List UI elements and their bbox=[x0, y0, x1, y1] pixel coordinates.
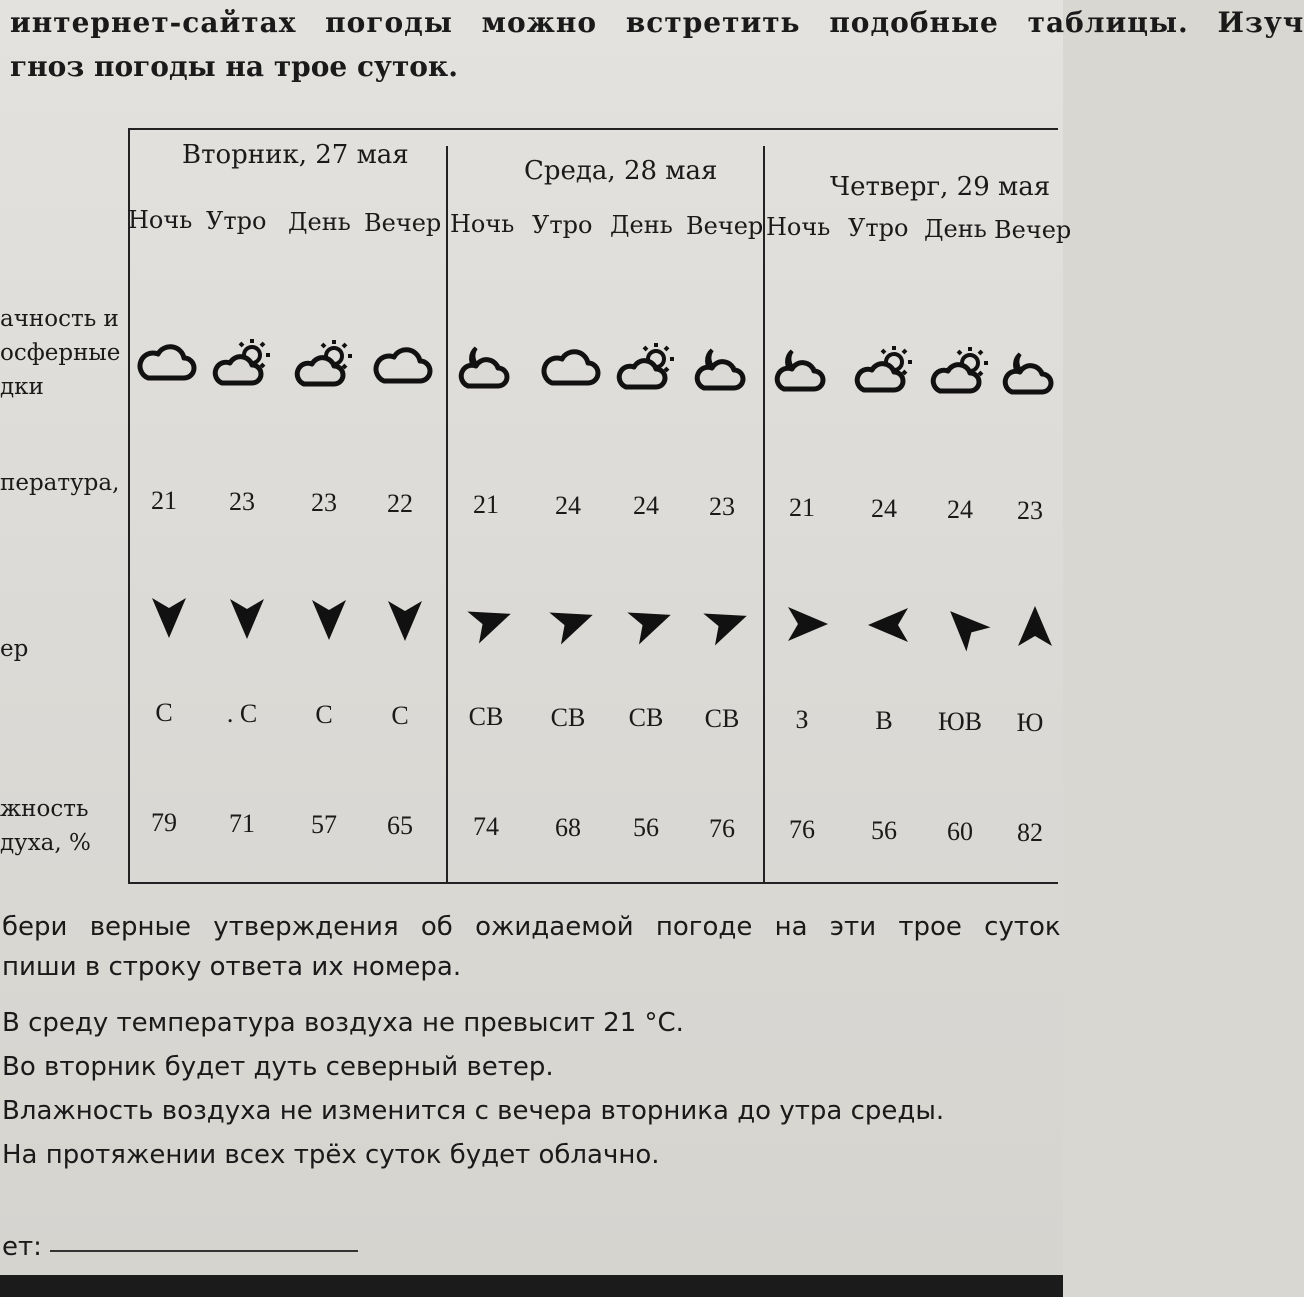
humidity-value: 68 bbox=[555, 812, 581, 842]
row-label-humidity-1: жность bbox=[0, 796, 89, 822]
humidity-value: 60 bbox=[947, 817, 973, 846]
row-label-wind: ер bbox=[0, 636, 29, 662]
period-label: День bbox=[924, 215, 987, 243]
partly-cloudy-moon-icon bbox=[456, 340, 520, 392]
partly-cloudy-sun-icon bbox=[930, 345, 994, 397]
period-label: Утро bbox=[206, 206, 267, 235]
partly-cloudy-moon-icon bbox=[692, 342, 756, 394]
temperature-value: 24 bbox=[871, 494, 897, 524]
temperature-value: 21 bbox=[151, 486, 177, 515]
temperature-value: 24 bbox=[555, 490, 581, 520]
day-title: Среда, 28 мая bbox=[524, 156, 718, 186]
statement-3: Влажность воздуха не изменится с вечера вторника до утра среды. bbox=[2, 1096, 945, 1126]
humidity-value: 71 bbox=[229, 808, 255, 838]
humidity-value: 76 bbox=[789, 815, 815, 845]
row-label-humidity-2: духа, % bbox=[0, 830, 91, 856]
row-label-cloud-3: дки bbox=[0, 374, 44, 400]
period-label: День bbox=[610, 211, 673, 240]
period-label: Вечер bbox=[364, 208, 442, 237]
statement-1: В среду температура воздуха не превысит 21 °С. bbox=[2, 1008, 684, 1038]
period-label: День bbox=[288, 207, 351, 236]
humidity-value: 56 bbox=[871, 816, 897, 846]
cloud-icon bbox=[538, 341, 602, 393]
screen-bezel bbox=[0, 1275, 1063, 1297]
intro-line-2: гноз погоды на трое суток. bbox=[10, 50, 458, 83]
wind-direction: СВ bbox=[468, 701, 504, 731]
wind-direction: . С bbox=[226, 698, 258, 728]
partly-cloudy-sun-icon bbox=[854, 344, 918, 396]
wind-arrow-icon bbox=[702, 598, 752, 648]
wind-arrow-icon bbox=[466, 596, 516, 646]
wind-arrow-icon bbox=[782, 599, 832, 649]
temperature-value: 23 bbox=[1017, 495, 1043, 525]
wind-arrow-icon bbox=[144, 592, 194, 642]
wind-direction: ЮВ bbox=[937, 707, 983, 736]
wind-direction: СВ bbox=[628, 703, 664, 733]
row-label-cloud-1: ачность и bbox=[0, 306, 119, 332]
temperature-value: 23 bbox=[229, 486, 255, 516]
row-label-cloud-2: осферные bbox=[0, 340, 121, 366]
humidity-value: 56 bbox=[633, 813, 659, 843]
answer-label: ет: bbox=[2, 1232, 42, 1262]
temperature-value: 21 bbox=[789, 493, 815, 523]
period-label: Вечер bbox=[994, 215, 1072, 244]
humidity-value: 82 bbox=[1017, 817, 1043, 847]
wind-arrow-icon bbox=[548, 597, 598, 647]
temperature-value: 24 bbox=[633, 491, 659, 521]
statement-2: Во вторник будет дуть северный ветер. bbox=[2, 1052, 554, 1082]
wind-arrow-icon bbox=[304, 594, 354, 644]
task-line-1: бери верные утверждения об ожидаемой погоде на эти трое суток bbox=[2, 912, 1061, 942]
wind-direction: СВ bbox=[704, 704, 740, 734]
wind-direction: Ю bbox=[1016, 707, 1044, 737]
task-line-2: пиши в строку ответа их номера. bbox=[2, 952, 462, 982]
period-label: Утро bbox=[848, 214, 909, 243]
cloud-icon bbox=[370, 339, 434, 391]
humidity-value: 65 bbox=[387, 810, 413, 840]
answer-input-line[interactable] bbox=[50, 1250, 358, 1252]
statement-4: На протяжении всех трёх суток будет облачно. bbox=[2, 1140, 660, 1170]
wind-direction: СВ bbox=[550, 702, 586, 732]
partly-cloudy-sun-icon bbox=[616, 341, 680, 393]
wind-arrow-icon bbox=[864, 600, 914, 650]
period-label: Ночь bbox=[128, 206, 193, 234]
humidity-value: 79 bbox=[151, 808, 177, 837]
temperature-value: 23 bbox=[709, 492, 735, 522]
temperature-value: 22 bbox=[387, 488, 413, 518]
cloud-icon bbox=[134, 336, 198, 388]
wind-arrow-icon bbox=[626, 597, 676, 647]
period-label: Вечер bbox=[686, 212, 764, 241]
row-label-temperature: пература, bbox=[0, 470, 120, 496]
wind-arrow-icon bbox=[222, 593, 272, 643]
humidity-value: 74 bbox=[473, 811, 499, 841]
wind-arrow-icon bbox=[380, 595, 430, 645]
period-label: Ночь bbox=[450, 209, 515, 238]
wind-direction: С bbox=[391, 700, 409, 730]
wind-direction: З bbox=[795, 705, 809, 735]
temperature-value: 21 bbox=[473, 489, 499, 519]
period-label: Утро bbox=[532, 210, 593, 239]
partly-cloudy-moon-icon bbox=[772, 343, 836, 395]
intro-line-1: интернет-сайтах погоды можно встретить подобные таблицы. Изуч bbox=[10, 6, 1304, 39]
partly-cloudy-moon-icon bbox=[1000, 346, 1064, 398]
wind-direction: С bbox=[315, 699, 333, 729]
day-title: Вторник, 27 мая bbox=[182, 140, 409, 170]
day-title: Четверг, 29 мая bbox=[830, 172, 1051, 202]
day-divider bbox=[446, 146, 448, 884]
humidity-value: 76 bbox=[709, 814, 735, 844]
wind-arrow-icon bbox=[940, 601, 990, 651]
wind-arrow-icon bbox=[1010, 602, 1060, 652]
humidity-value: 57 bbox=[311, 809, 337, 839]
period-label: Ночь bbox=[766, 213, 831, 242]
partly-cloudy-sun-icon bbox=[294, 338, 358, 390]
day-divider bbox=[763, 146, 765, 884]
wind-direction: С bbox=[155, 698, 173, 727]
temperature-value: 23 bbox=[311, 487, 337, 517]
temperature-value: 24 bbox=[947, 495, 973, 524]
partly-cloudy-sun-icon bbox=[212, 337, 276, 389]
wind-direction: В bbox=[875, 706, 893, 736]
